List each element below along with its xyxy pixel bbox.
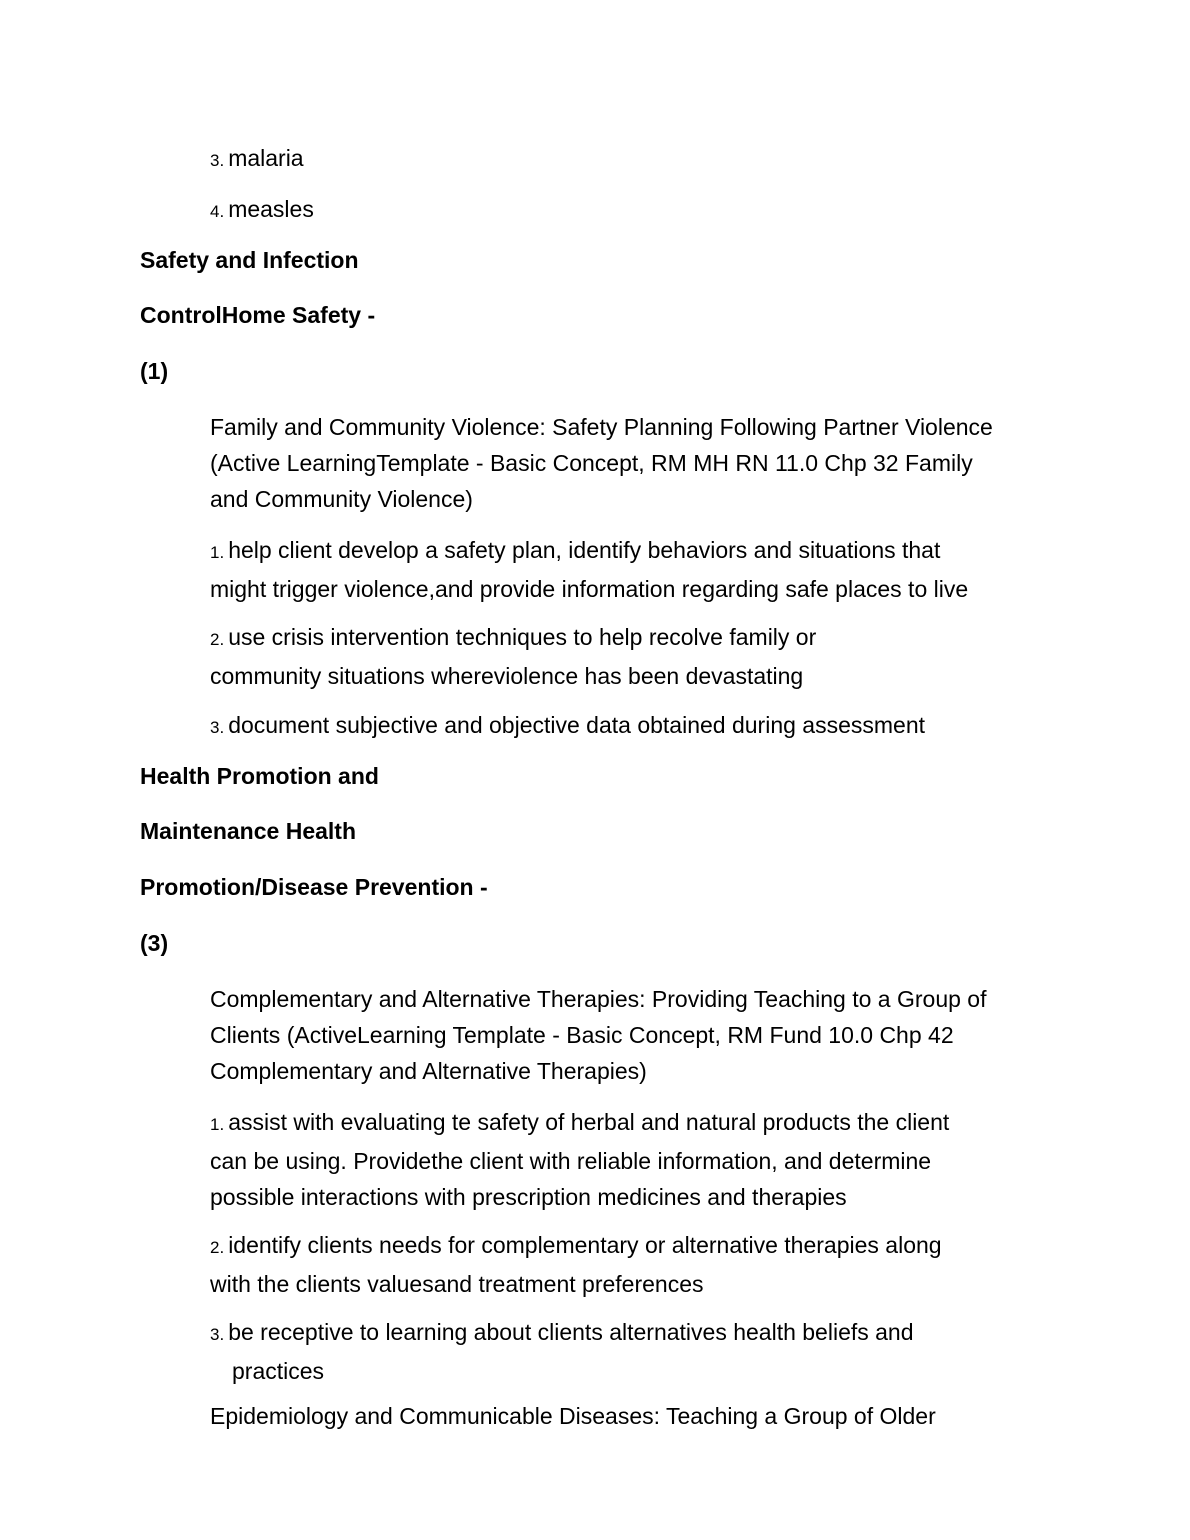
- intro-line: Family and Community Violence: Safety Planning Following Partner Violence: [210, 414, 993, 440]
- item-text: use crisis intervention techniques to help recolve family or: [228, 624, 817, 650]
- intro-line: Complementary and Alternative Therapies: Providing Teaching to a Group of: [210, 986, 987, 1012]
- list-item: [210, 1227, 1060, 1302]
- intro-line: (Active LearningTemplate - Basic Concept, RM MH RN 11.0 Chp 32 Family: [210, 450, 973, 476]
- section-heading: Health Promotion and: [140, 763, 379, 789]
- intro-line: Complementary and Alternative Therapies): [210, 1058, 647, 1084]
- list-number: 3.: [210, 1325, 225, 1344]
- item-text: be receptive to learning about clients alternatives health beliefs and: [228, 1319, 914, 1345]
- topic-intro: [210, 409, 1060, 517]
- section-count: (3): [140, 930, 169, 956]
- item-line: practices: [232, 1358, 325, 1384]
- topic-intro: Epidemiology and Communicable Diseases: Teaching a Group of Older: [210, 1403, 936, 1429]
- list-number: 3.: [210, 151, 225, 170]
- list-item: [210, 140, 304, 179]
- section-heading: Maintenance Health: [140, 818, 356, 844]
- list-item: [210, 532, 1060, 607]
- section-heading: Safety and Infection: [140, 247, 359, 273]
- item-text: assist with evaluating te safety of herbal and natural products the client: [228, 1109, 950, 1135]
- item-line: [210, 619, 1060, 658]
- item-text: help client develop a safety plan, identify behaviors and situations that: [228, 537, 941, 563]
- item-line: can be using. Providethe client with reliable information, and determine: [210, 1148, 932, 1174]
- section-count: (1): [140, 358, 169, 384]
- item-line: possible interactions with prescription medicines and therapies: [210, 1184, 847, 1210]
- list-item: [210, 1104, 1060, 1215]
- item-text: identify clients needs for complementary or alternative therapies along: [228, 1232, 942, 1258]
- list-item: [210, 1314, 1060, 1389]
- item-line: [210, 532, 1060, 571]
- list-text: malaria: [228, 145, 304, 171]
- list-number: 4.: [210, 202, 225, 221]
- topic-intro: [210, 981, 1060, 1089]
- list-item: [210, 191, 314, 230]
- item-text: document subjective and objective data obtained during assessment: [228, 712, 926, 738]
- item-line: [210, 707, 1060, 746]
- list-number: 2.: [210, 630, 225, 649]
- list-number: 2.: [210, 1238, 225, 1257]
- list-number: 1.: [210, 543, 225, 562]
- list-number: 1.: [210, 1115, 225, 1134]
- list-number: 3.: [210, 718, 225, 737]
- list-text: measles: [228, 196, 314, 222]
- item-line: community situations whereviolence has been devastating: [210, 663, 804, 689]
- item-line: might trigger violence,and provide information regarding safe places to live: [210, 576, 969, 602]
- item-line: [210, 1104, 1060, 1143]
- item-line: [210, 1314, 1060, 1353]
- intro-line: Clients (ActiveLearning Template - Basic Concept, RM Fund 10.0 Chp 42: [210, 1022, 954, 1048]
- item-line: with the clients valuesand treatment preferences: [210, 1271, 704, 1297]
- section-heading: Promotion/Disease Prevention -: [140, 874, 488, 900]
- item-line: [210, 1227, 1060, 1266]
- list-item: [210, 619, 1060, 694]
- section-heading: ControlHome Safety -: [140, 302, 376, 328]
- list-item: [210, 707, 1060, 746]
- intro-line: and Community Violence): [210, 486, 473, 512]
